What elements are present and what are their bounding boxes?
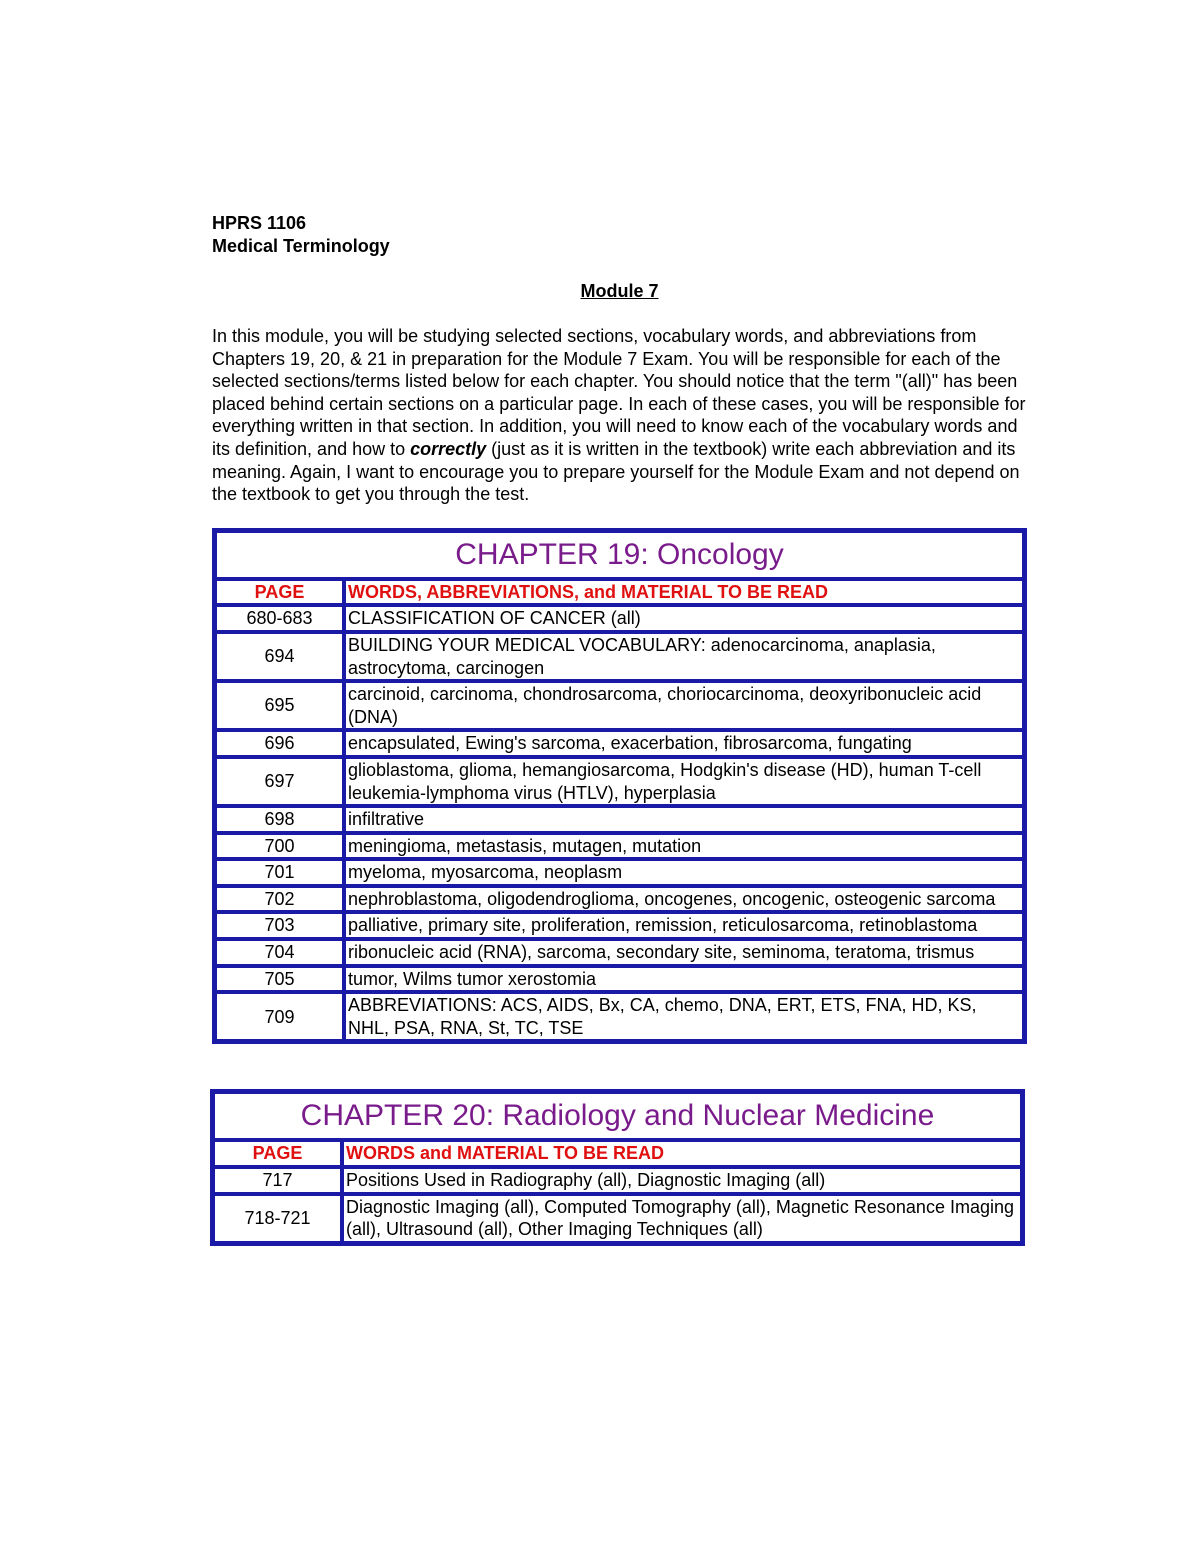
table-row bbox=[215, 992, 1024, 1041]
table-row bbox=[215, 859, 1024, 886]
material-cell: infiltrative bbox=[344, 806, 1024, 833]
chapter-title: CHAPTER 19: Oncology bbox=[215, 531, 1024, 579]
column-header-page: PAGE bbox=[215, 579, 344, 606]
chapter-title-row bbox=[215, 531, 1024, 579]
table-row bbox=[213, 1167, 1022, 1194]
column-header-words: WORDS and MATERIAL TO BE READ bbox=[342, 1140, 1022, 1167]
page-number-cell: 702 bbox=[215, 886, 344, 913]
material-cell: BUILDING YOUR MEDICAL VOCABULARY: adenocarcinoma, anaplasia, astrocytoma, carcinogen bbox=[344, 632, 1024, 681]
page-number-cell: 703 bbox=[215, 912, 344, 939]
intro-text-part1: In this module, you will be studying selected sections, vocabulary words, and abbreviations from Chapters 19, 20, & 21 in preparation for the Module 7 Exam. You will be responsible for each of the selected sections/terms listed below for each chapter. You should notice that the term "(all)" has been placed behind certain sections on a particular page. In each of these cases, you will be responsible for everything written in that section. In addition, you will need to know each of the vocabulary words and its definition, and how to bbox=[212, 326, 1026, 459]
material-cell: carcinoid, carcinoma, chondrosarcoma, choriocarcinoma, deoxyribonucleic acid (DNA) bbox=[344, 681, 1024, 730]
material-cell: nephroblastoma, oligodendroglioma, oncogenes, oncogenic, osteogenic sarcoma bbox=[344, 886, 1024, 913]
page-number-cell: 701 bbox=[215, 859, 344, 886]
column-header-words: WORDS, ABBREVIATIONS, and MATERIAL TO BE READ bbox=[344, 579, 1024, 606]
page-number-cell: 696 bbox=[215, 730, 344, 757]
document-page bbox=[212, 212, 1027, 1246]
course-code: HPRS 1106 bbox=[212, 213, 307, 233]
table-row bbox=[215, 757, 1024, 806]
page-number-cell: 717 bbox=[213, 1167, 342, 1194]
intro-paragraph bbox=[212, 325, 1027, 506]
page-number-cell: 705 bbox=[215, 966, 344, 993]
intro-emphasis: correctly bbox=[410, 438, 487, 459]
page-number-cell: 680-683 bbox=[215, 605, 344, 632]
page-number-cell: 718-721 bbox=[213, 1194, 342, 1243]
material-cell: meningioma, metastasis, mutagen, mutation bbox=[344, 833, 1024, 860]
material-cell: ribonucleic acid (RNA), sarcoma, secondary site, seminoma, teratoma, trismus bbox=[344, 939, 1024, 966]
table-row bbox=[215, 632, 1024, 681]
table-row bbox=[215, 730, 1024, 757]
material-cell: Positions Used in Radiography (all), Diagnostic Imaging (all) bbox=[342, 1167, 1022, 1194]
page-number-cell: 704 bbox=[215, 939, 344, 966]
page-number-cell: 695 bbox=[215, 681, 344, 730]
page-number-cell: 694 bbox=[215, 632, 344, 681]
page-number-cell: 697 bbox=[215, 757, 344, 806]
chapter-title-row bbox=[213, 1092, 1022, 1140]
table-row bbox=[215, 912, 1024, 939]
table-row bbox=[215, 886, 1024, 913]
table-row bbox=[215, 605, 1024, 632]
material-cell: glioblastoma, glioma, hemangiosarcoma, Hodgkin's disease (HD), human T-cell leukemia-lymphoma virus (HTLV), hyperplasia bbox=[344, 757, 1024, 806]
table-row bbox=[215, 681, 1024, 730]
column-header-page: PAGE bbox=[213, 1140, 342, 1167]
material-cell: Diagnostic Imaging (all), Computed Tomography (all), Magnetic Resonance Imaging (all), Ultrasound (all), Other Imaging Techniques (all) bbox=[342, 1194, 1022, 1243]
material-cell: myeloma, myosarcoma, neoplasm bbox=[344, 859, 1024, 886]
intro-text-part2: (just as it is written in the textbook) write each abbreviation and its meaning. Again, I want to encourage you to prepare yourself for the Module Exam and not depend on the textbook to get you through the test. bbox=[212, 438, 1020, 505]
material-cell: CLASSIFICATION OF CANCER (all) bbox=[344, 605, 1024, 632]
table-row bbox=[213, 1194, 1022, 1243]
table-header-row bbox=[215, 579, 1024, 606]
table-header-row bbox=[213, 1140, 1022, 1167]
chapter-20-table bbox=[210, 1089, 1025, 1245]
course-name: Medical Terminology bbox=[212, 236, 390, 256]
material-cell: palliative, primary site, proliferation, remission, reticulosarcoma, retinoblastoma bbox=[344, 912, 1024, 939]
material-cell: tumor, Wilms tumor xerostomia bbox=[344, 966, 1024, 993]
chapter-19-table bbox=[212, 528, 1027, 1045]
table-row bbox=[215, 833, 1024, 860]
module-title: Module 7 bbox=[580, 281, 659, 301]
table-row bbox=[215, 939, 1024, 966]
page-number-cell: 698 bbox=[215, 806, 344, 833]
material-cell: encapsulated, Ewing's sarcoma, exacerbation, fibrosarcoma, fungating bbox=[344, 730, 1024, 757]
table-row bbox=[215, 966, 1024, 993]
chapter-title: CHAPTER 20: Radiology and Nuclear Medicine bbox=[213, 1092, 1022, 1140]
page-number-cell: 709 bbox=[215, 992, 344, 1041]
material-cell: ABBREVIATIONS: ACS, AIDS, Bx, CA, chemo, DNA, ERT, ETS, FNA, HD, KS, NHL, PSA, RNA, St, TC, TSE bbox=[344, 992, 1024, 1041]
page-number-cell: 700 bbox=[215, 833, 344, 860]
table-row bbox=[215, 806, 1024, 833]
